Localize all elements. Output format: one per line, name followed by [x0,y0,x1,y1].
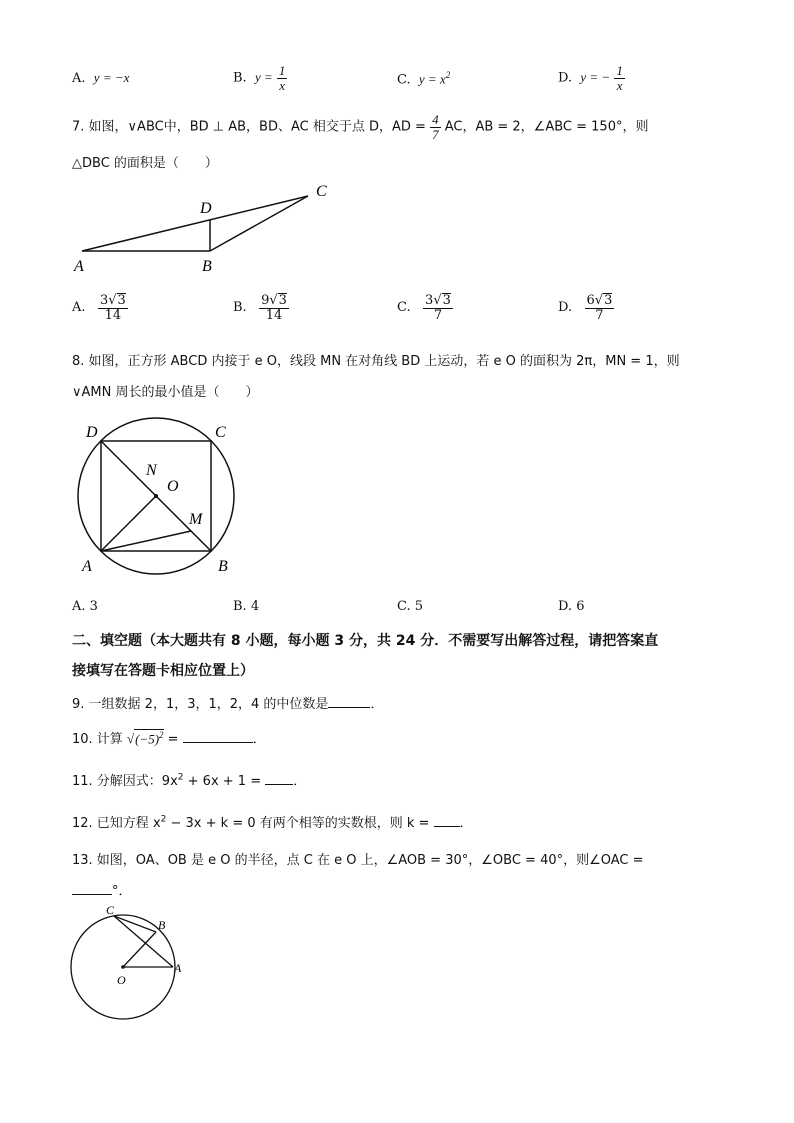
q7-segment-ac [82,196,308,251]
q7-option-d-fraction: $\frac{6√3}{7}$ [586,293,613,323]
q8-stem-line-2: ∨AMN 周长的最小值是（ ） [72,385,259,400]
q8-label-o: O [167,478,179,495]
q13-answer-blank[interactable] [72,894,112,895]
q13-label-b: B [158,918,166,932]
q6-option-d: D. y = − $\frac{1}{x}$ [558,63,623,93]
q10-question: 10. 计算 $√(-5)^2$ = ． [72,729,266,747]
q7-label-a: A [74,258,84,275]
q8-center-dot [154,494,158,498]
q13-center-dot [121,965,125,969]
q8-stem-line-1: 8. 如图，正方形 ABCD 内接于 e O，线段 MN 在对角线 BD 上运动，若 e O 的面积为 2π，MN = 1，则 [72,354,680,369]
q13-label-c: C [106,903,115,917]
q8-option-b: B. 4 [233,599,260,614]
q10-answer-blank[interactable] [183,742,253,743]
q13-segment-cb [114,916,156,932]
q8-label-a: A [82,558,92,575]
q8-label-m: M [189,511,203,528]
q13-stem-line-2: °． [72,880,132,899]
q8-option-a: A. 3 [72,599,98,614]
q7-stem-line-1: 7. 如图，∨ABC中，BD ⊥ AB，BD、AC 相交于点 D，AD = $\frac{4}{7}$ AC，AB = 2，∠ABC = 150°，则 [72,112,649,142]
q12-question: 12. 已知方程 $x^2 - 3x + k = 0$ 有两个相等的实数根，则 k = ． [72,814,473,831]
q8-label-n: N [146,462,157,479]
q9-question: 9. 一组数据 2，1，3，1，2，4 的中位数是 ． [72,697,384,712]
q8-option-c: C. 5 [397,599,424,614]
q8-option-d: D. 6 [558,599,585,614]
q13-figure [64,902,190,1026]
q7-stem-line-2: △DBC 的面积是（ ） [72,156,218,171]
q8-label-b: B [218,558,228,575]
q8-segment-am [101,531,191,551]
q7-option-a: A. $\frac{3√3}{14}$ [72,293,126,323]
q12-answer-blank[interactable] [434,826,460,827]
q6-option-b: B. y = $\frac{1}{x}$ [233,63,286,93]
q13-label-a: A [174,961,182,975]
q6-option-a-expr: y = −x [93,70,130,85]
q8-figure [70,415,250,580]
q7-option-b: B. $\frac{9√3}{14}$ [233,293,287,323]
q6-option-a: A. y = −x [72,70,130,86]
q11-question: 11. 分解因式：$9x^2 + 6x + 1$ = ． [72,772,307,789]
q9-answer-blank[interactable] [328,707,370,708]
q7-option-d: D. $\frac{6√3}{7}$ [558,293,613,323]
q7-label-d: D [200,200,212,217]
q6-option-d-fraction: $\frac{1}{x}$ [616,63,623,93]
q6-option-b-fraction: $\frac{1}{x}$ [278,63,286,93]
q10-radical: $√(-5)^2$ [126,729,164,746]
q7-option-b-fraction: $\frac{9√3}{14}$ [261,293,287,323]
q11-answer-blank[interactable] [265,784,293,785]
q7-figure [70,178,340,276]
q7-option-c-fraction: $\frac{3√3}{7}$ [425,293,451,323]
q8-label-c: C [215,424,226,441]
q7-stem-fraction: $\frac{4}{7}$ [432,112,439,142]
section-2-heading-line-1: 二、填空题（本大题共有 8 小题，每小题 3 分，共 24 分．不需要写出解答过程，请把答案直 [72,633,659,649]
q7-option-a-fraction: $\frac{3√3}{14}$ [99,293,126,323]
q7-option-c: C. $\frac{3√3}{7}$ [397,293,451,323]
q6-option-c: C. $y = x^2$ [397,70,451,88]
q13-stem-line-1: 13. 如图，OA、OB 是 e O 的半径，点 C 在 e O 上，∠AOB = 30°，∠OBC = 40°，则∠OAC = [72,853,644,868]
q7-label-c: C [316,183,327,200]
q7-segment-bc [210,196,308,251]
q13-label-o: O [117,973,126,987]
q8-segment-an [101,496,156,551]
q7-label-b: B [202,258,212,275]
section-2-heading-line-2: 接填写在答题卡相应位置上） [72,663,254,679]
q8-label-d: D [86,424,98,441]
